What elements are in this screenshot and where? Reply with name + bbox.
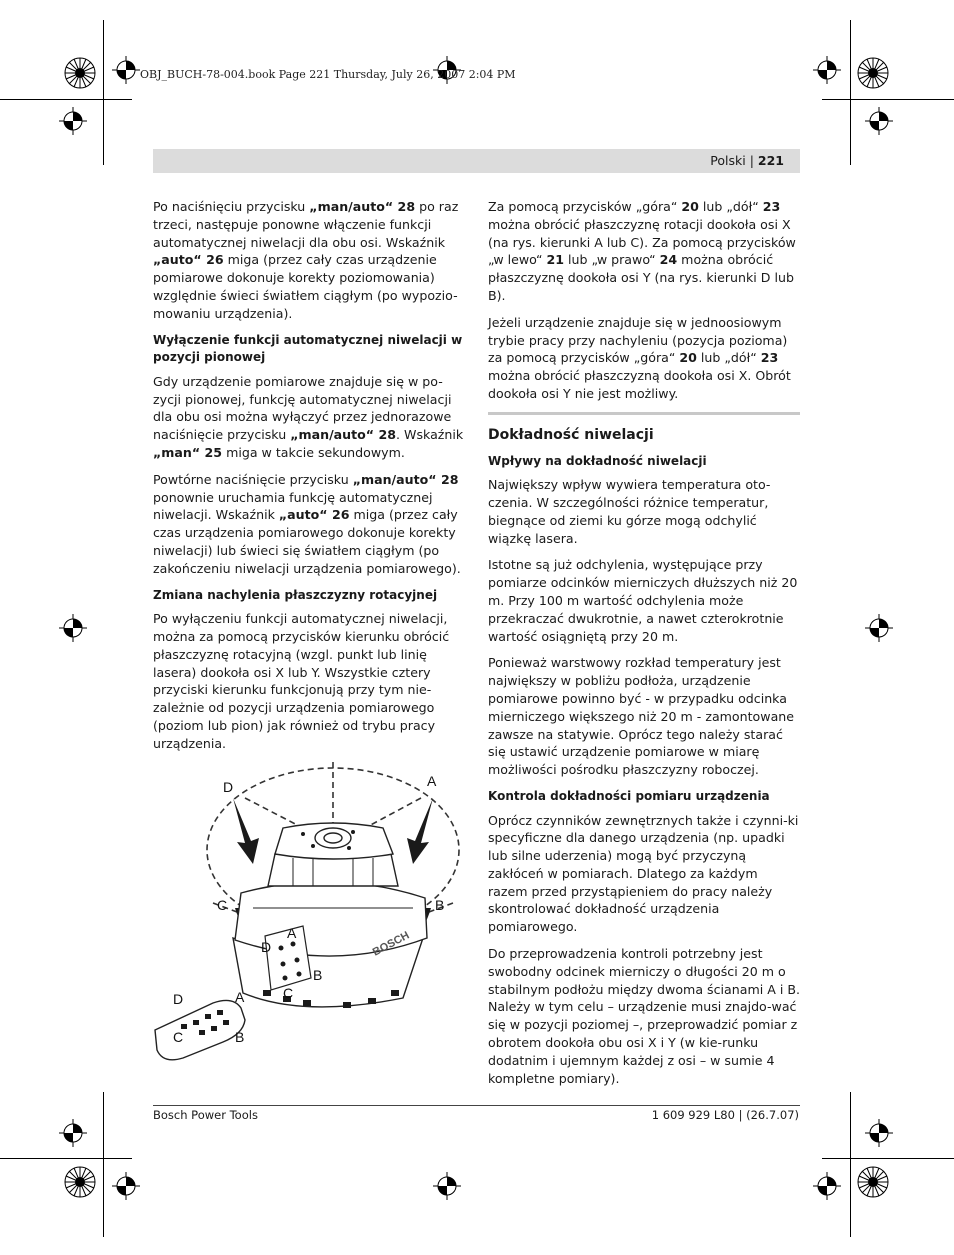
crosshair-mark-icon (112, 56, 140, 84)
section-title: Dokładność niwelacji (488, 426, 654, 443)
crop-mark (103, 20, 104, 165)
paragraph: Po naciśnięciu przycisku „man/auto“ 28 po raz trzeci, następuje ponowne włączenie funkcji automatycznej niwelacji dla obu osi. Wskaźnik „auto“ 26 miga (przez cały czas urządzenie pomiarowe dokonuje korekty poziomowania) względnie świeci światłem ciągłym (po wypozio-mowaniu urządzenia). (153, 199, 459, 321)
label-A-top: A (427, 773, 437, 789)
registration-target-icon (853, 53, 893, 93)
crosshair-mark-icon (865, 1119, 893, 1147)
right-column (488, 198, 800, 1096)
label-A-remote: A (235, 989, 245, 1005)
paragraph: Jeżeli urządzenie znajduje się w jednoosiowym trybie pracy przy nachyleniu (pozycja pozioma) za pomocą przycisków „góra“ 20 lub „dół“ 23 można obrócić płaszczyzną dookoła osi X. Obrót dookoła osi Y nie jest możliwy. (488, 314, 791, 401)
label-C-remote: C (173, 1029, 184, 1045)
crosshair-mark-icon (59, 614, 87, 642)
label-C-device: C (283, 985, 294, 1001)
crop-mark (822, 1158, 954, 1159)
paragraph: Po wyłączeniu funkcji automatycznej niwelacji, można za pomocą przycisków kierunku obrócić płaszczyznę rotacyjną (wzgl. punkt lub linię lasera) dookoła osi X lub Y. Wszystkie cztery przyciski kierunku funkcjonują przy tym nie-zależnie od pozycji urządzenia pomiarowego (poziom lub pion) jak również od trybu pracy urządzenia. (153, 611, 450, 751)
label-B-remote: B (235, 1029, 245, 1045)
crop-mark (0, 99, 132, 100)
label-D-device: D (261, 939, 272, 955)
print-slug: OBJ_BUCH-78-004.book Page 221 Thursday, July 26, 2007 2:04 PM (140, 68, 516, 81)
header-language: Polski (710, 153, 746, 168)
crosshair-mark-icon (59, 107, 87, 135)
brand-logo-text: BOSCH (370, 929, 412, 959)
crosshair-mark-icon (112, 1172, 140, 1200)
page-header (153, 149, 800, 173)
registration-target-icon (853, 1162, 893, 1202)
paragraph: Oprócz czynników zewnętrznych także i czynni-ki specyficzne dla danego urządzenia (np. upadki lub silne uderzenia) mogą być przyczyną zakłóceń w pomiarach. Dlatego za każdym razem przed przystąpieniem do pracy należy skontrolować dokładność urządzenia pomiarowego. (488, 812, 799, 935)
label-B-mid: B (435, 897, 445, 913)
page-number: 221 (757, 153, 784, 168)
subheading: Wpływy na dokładność niwelacji (488, 453, 707, 468)
label-C-mid: C (217, 897, 228, 913)
paragraph: Za pomocą przycisków „góra“ 20 lub „dół“ 23 można obrócić płaszczyznę rotacji dookoła osi X (na rys. kierunki A lub C). Za pomocą przycisków „w lewo“ 21 lub „w prawo“ 24 można obrócić płaszczyznę dookoła osi Y (na rys. kierunki D lub B). (488, 199, 796, 303)
label-A-device: A (287, 925, 297, 941)
footer-doc-number: 1 609 929 L80 | (26.7.07) (651, 1108, 799, 1122)
crosshair-mark-icon (813, 1172, 841, 1200)
crop-mark (850, 1092, 851, 1237)
registration-target-icon (60, 53, 100, 93)
crop-mark (103, 1092, 104, 1237)
label-D-top: D (223, 779, 234, 795)
footer-rule (153, 1105, 800, 1106)
crosshair-mark-icon (865, 614, 893, 642)
paragraph: Istotne są już odchylenia, występujące przy pomiarze odcinków mierniczych dłuższych niż 20 m. Przy 100 m wartość odchylenia może przekraczać dwukrotnie, a nawet czterokrotnie wartość osiągniętą przy 20 m. (488, 557, 798, 644)
crosshair-mark-icon (865, 107, 893, 135)
crop-mark (850, 20, 851, 165)
paragraph: Do przeprowadzenia kontroli potrzebny jest swobodny odcinek mierniczy o długości 20 m o stabilnym podłożu między dwoma ścianami A i B. Należy w tym celu – urządzenie musi znajdo-wać się w pozycji poziomej –, przeprowadzić pomiar z obrotem dookoła obu osi X i Y (w kie-runku dodatnim i ujemnym każdej z osi – w sumie 4 kompletne pomiary). (488, 946, 800, 1086)
subheading: Wyłączenie funkcji automatycznej niwelacji w pozycji pionowej (153, 332, 463, 365)
label-D-remote: D (173, 991, 184, 1007)
crosshair-mark-icon (813, 56, 841, 84)
registration-target-icon (60, 1162, 100, 1202)
footer-publisher: Bosch Power Tools (153, 1108, 258, 1122)
header-text (710, 153, 784, 168)
section-divider (488, 412, 800, 415)
subheading: Kontrola dokładności pomiaru urządzenia (488, 788, 770, 803)
crop-mark (0, 1158, 132, 1159)
crosshair-mark-icon (59, 1119, 87, 1147)
paragraph: Największy wpływ wywiera temperatura oto-czenia. W szczególności różnice temperatur, biegnące od ziemi ku górze mogą odchylić wiązkę lasera. (488, 477, 771, 546)
crosshair-mark-icon (433, 1172, 461, 1200)
rotation-laser-illustration (153, 758, 465, 1080)
paragraph: Powtórne naciśnięcie przycisku „man/auto“ 28 ponownie uruchamia funkcję automatycznej niwelacji. Wskaźnik „auto“ 26 miga (przez cały czas urządzenia pomiarowego dokonuje korekty niwelacji) lub świeci się światłem ciągłym (po zakończeniu niwelacji urządzenia pomiarowego). (153, 471, 461, 576)
left-column (153, 198, 465, 762)
header-separator: | (749, 153, 754, 168)
paragraph: Gdy urządzenie pomiarowe znajduje się w po-zycji pionowej, funkcję automatycznej niwelacji dla obu osi można wyłączyć przez jednorazowe naciśnięcie przycisku „man/auto“ 28. Wskaźnik „man“ 25 miga w takcie sekundowym. (153, 373, 464, 460)
paragraph: Ponieważ warstwowy rozkład temperatury jest największy w pobliżu podłoża, urządzenie pomiarowe powinno być - w przypadku odcinka mierniczego większego niż 20 m - zamontowane zawsze na statywie. Oprócz tego należy starać się ustawić urządzenie pomiarowe w miarę możliwości pośrodku płaszczyzny roboczej. (488, 655, 795, 778)
subheading: Zmiana nachylenia płaszczyzny rotacyjnej (153, 587, 438, 602)
crop-mark (822, 99, 954, 100)
label-B-device: B (313, 967, 323, 983)
